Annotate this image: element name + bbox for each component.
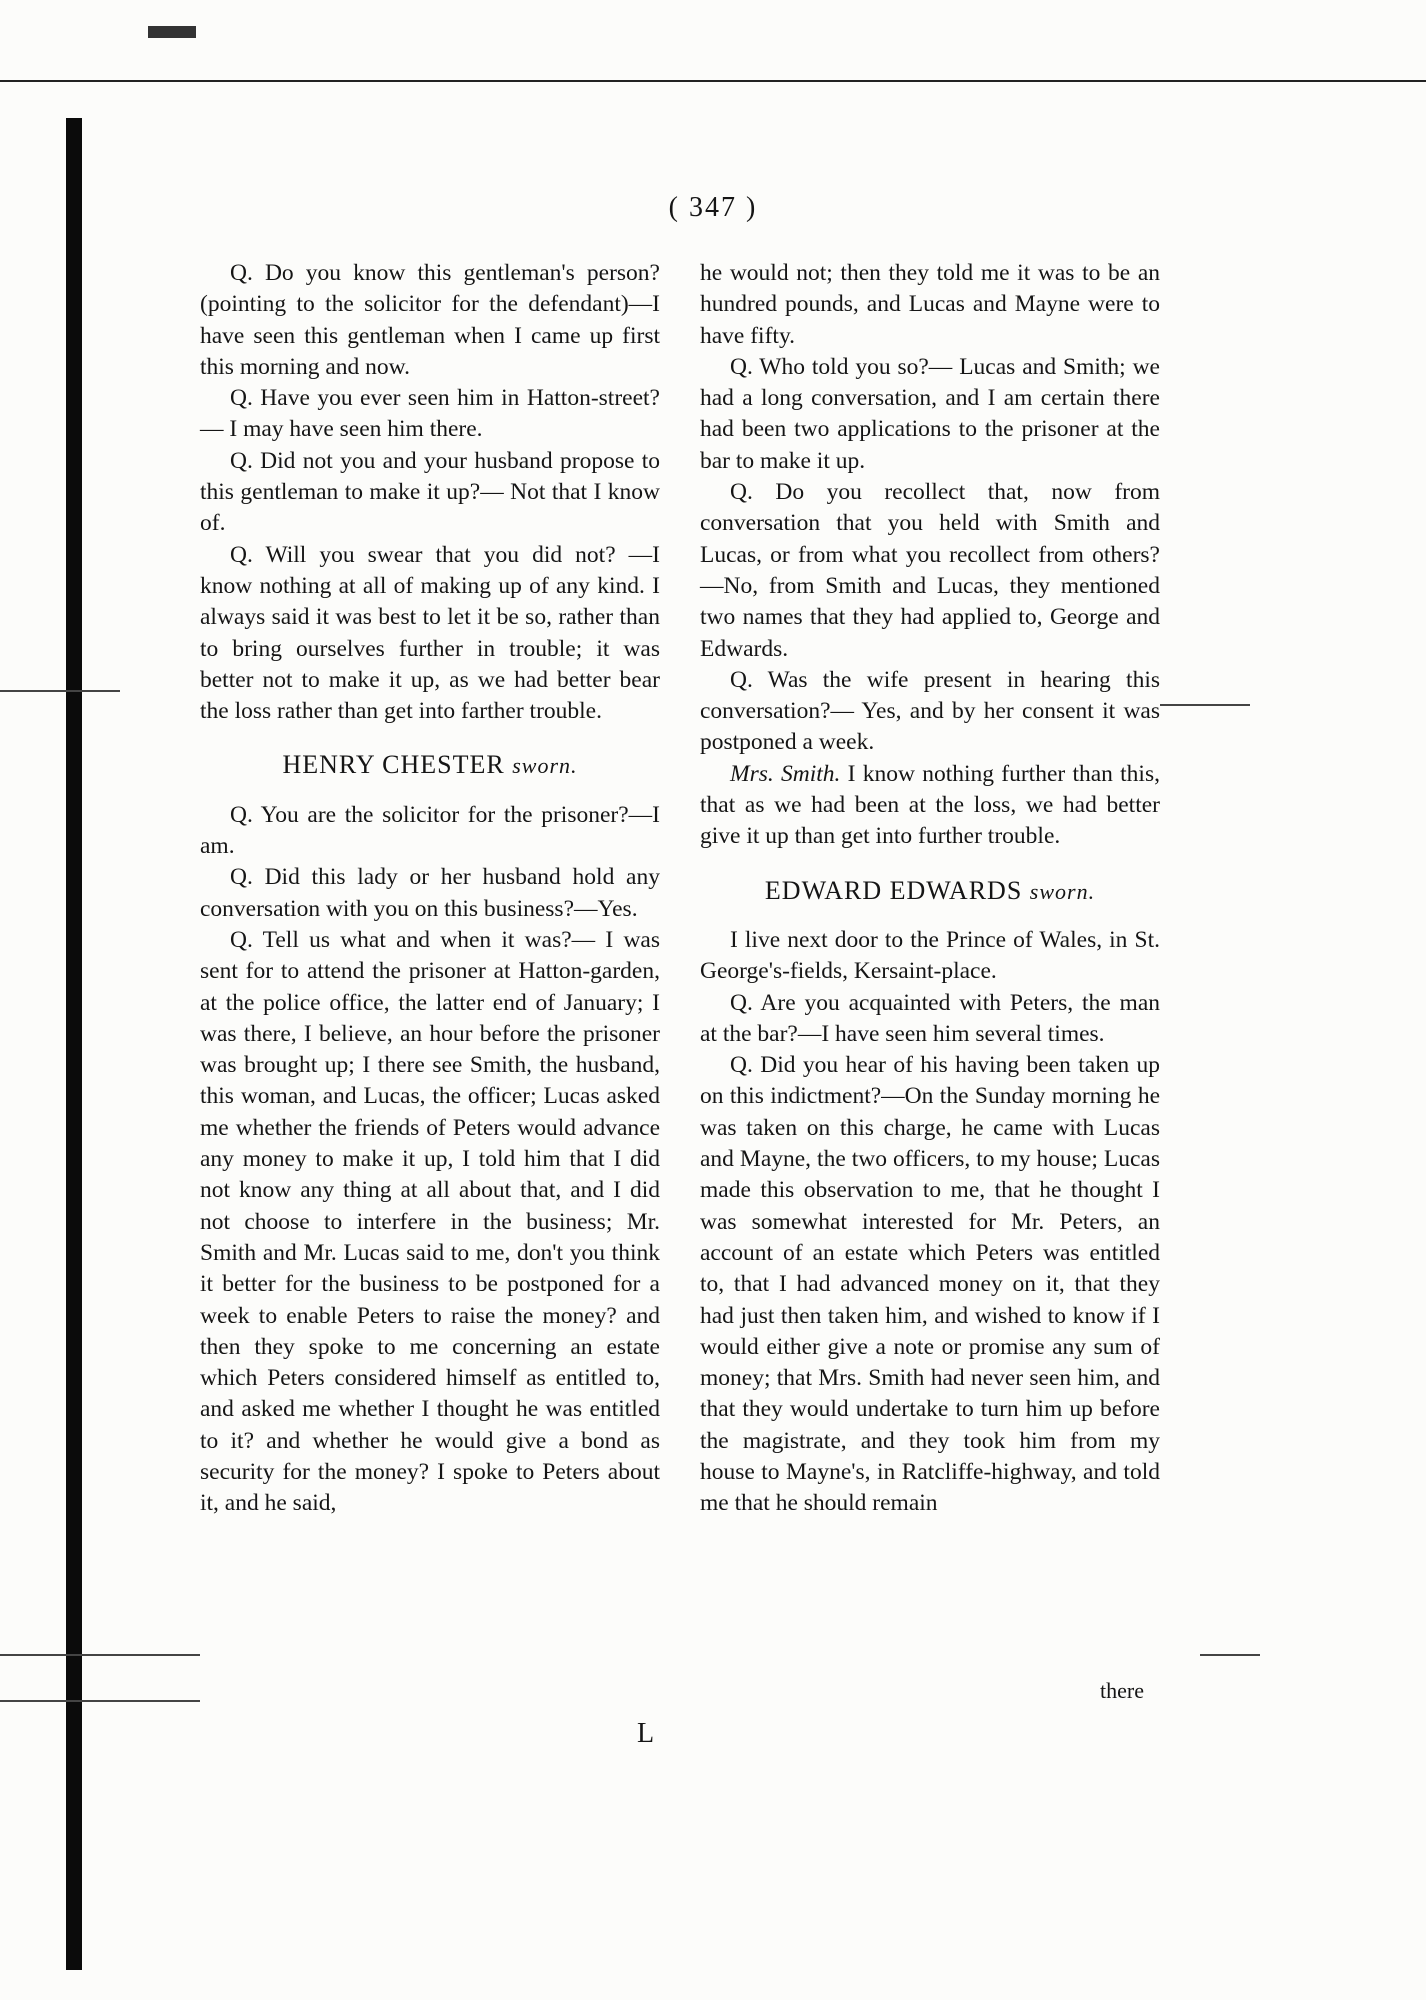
scan-mark [148, 26, 196, 38]
question-paragraph: Q. Was the wife present in hearing this conversation?— Yes, and by her consent it was postponed a week. [700, 666, 1160, 756]
margin-rule [0, 1654, 200, 1656]
question-paragraph: Q. Did not you and your husband propose to this gentleman to make it up?— Not that I know of. [200, 447, 660, 537]
binding-edge [66, 118, 82, 1970]
question-paragraph: Q. Have you ever seen him in Hatton-street?— I may have seen him there. [200, 385, 660, 443]
statement-paragraph: I live next door to the Prince of Wales, in St. George's-fields, Kersaint-place. [700, 926, 1160, 985]
sworn-label: sworn. [512, 753, 578, 779]
margin-rule [1200, 1654, 1260, 1656]
witness-name: EDWARD EDWARDS [764, 875, 1023, 905]
sworn-label: sworn. [1029, 878, 1096, 904]
question-paragraph: Q. Will you swear that you did not? —I know nothing at all of making up of any kind. I always said it was best to let it be so, rather than to bring ourselves further in trouble; it was better not to make it up, as we had better bear the loss rather than get into farther trouble. [200, 541, 660, 725]
witness-heading [200, 749, 660, 781]
witness-heading [700, 875, 1160, 907]
statement-paragraph [700, 759, 1160, 853]
speaker-label: Mrs. Smith. [730, 760, 841, 787]
margin-rule [1160, 704, 1250, 706]
question-paragraph: Q. Do you know this gentleman's person? (pointing to the solicitor for the defendant)—I have seen this gentleman when I came up first this morning and now. [200, 260, 660, 380]
top-rule [0, 80, 1426, 82]
margin-rule [0, 1700, 200, 1702]
right-column [700, 258, 1160, 1520]
question-paragraph: Q. Are you acquainted with Peters, the man at the bar?—I have seen him several times. [700, 989, 1160, 1047]
signature-mark: L [637, 1718, 655, 1749]
question-paragraph: Q. Did you hear of his having been taken up on this indictment?—On the Sunday morning he was taken on this charge, he came with Lucas and Mayne, the two officers, to my house; Lucas made this observation to me, that he thought I was somewhat interested for Mr. Peters, an account of an estate which Peters was entitled to, that I had advanced money on it, that they had just then taken him, and wished to know if I would either give a note or promise any sum of money; that Mrs. Smith had never seen him, and that they would undertake to turn him up before the magistrate, and they took him from my house to Mayne's, in Ratcliffe-highway, and told me that he should remain [700, 1052, 1160, 1517]
question-paragraph: Q. Tell us what and when it was?— I was sent for to attend the prisoner at Hatton-garden, at the police office, the latter end of January; I was there, I believe, an hour before the prisoner was brought up; I there see Smith, the husband, this woman, and Lucas, the officer; Lucas asked me whether the friends of Peters would advance any money to make it up, I told him that I did not know any thing at all about that, and I did not choose to interfere in the business; Mr. Smith and Mr. Lucas said to me, don't you think it better for the business to be postponed for a week to enable Peters to raise the money? and then they spoke to me concerning an estate which Peters considered himself as entitled to, and asked me whether I thought he was entitled to it? and whether he would give a bond as security for the money? I spoke to Peters about it, and he said, [200, 926, 660, 1517]
question-paragraph: Q. Who told you so?— Lucas and Smith; we had a long conversation, and I am certain there had been two applications to the prisoner at the bar to make it up. [700, 353, 1160, 474]
question-paragraph: Q. Did this lady or her husband hold any conversation with you on this business?—Yes. [200, 864, 660, 922]
left-column [200, 258, 660, 1520]
question-paragraph: Q. You are the solicitor for the prisoner?—I am. [200, 801, 660, 860]
page-number: ( 347 ) [668, 192, 758, 223]
witness-name: HENRY CHESTER [282, 750, 505, 780]
catchword: there [1100, 1678, 1144, 1703]
question-paragraph: Q. Do you recollect that, now from conversation that you held with Smith and Lucas, or from what you recollect from others?—No, from Smith and Lucas, they mentioned two names that they had applied to, George and Edwards. [700, 479, 1160, 662]
margin-rule [0, 690, 120, 692]
statement-text: I know nothing further than this, that as we had been at the loss, we had better give it up than get into further trouble. [700, 760, 1160, 850]
continued-paragraph: he would not; then they told me it was to be an hundred pounds, and Lucas and Mayne were to have fifty. [700, 260, 1160, 349]
